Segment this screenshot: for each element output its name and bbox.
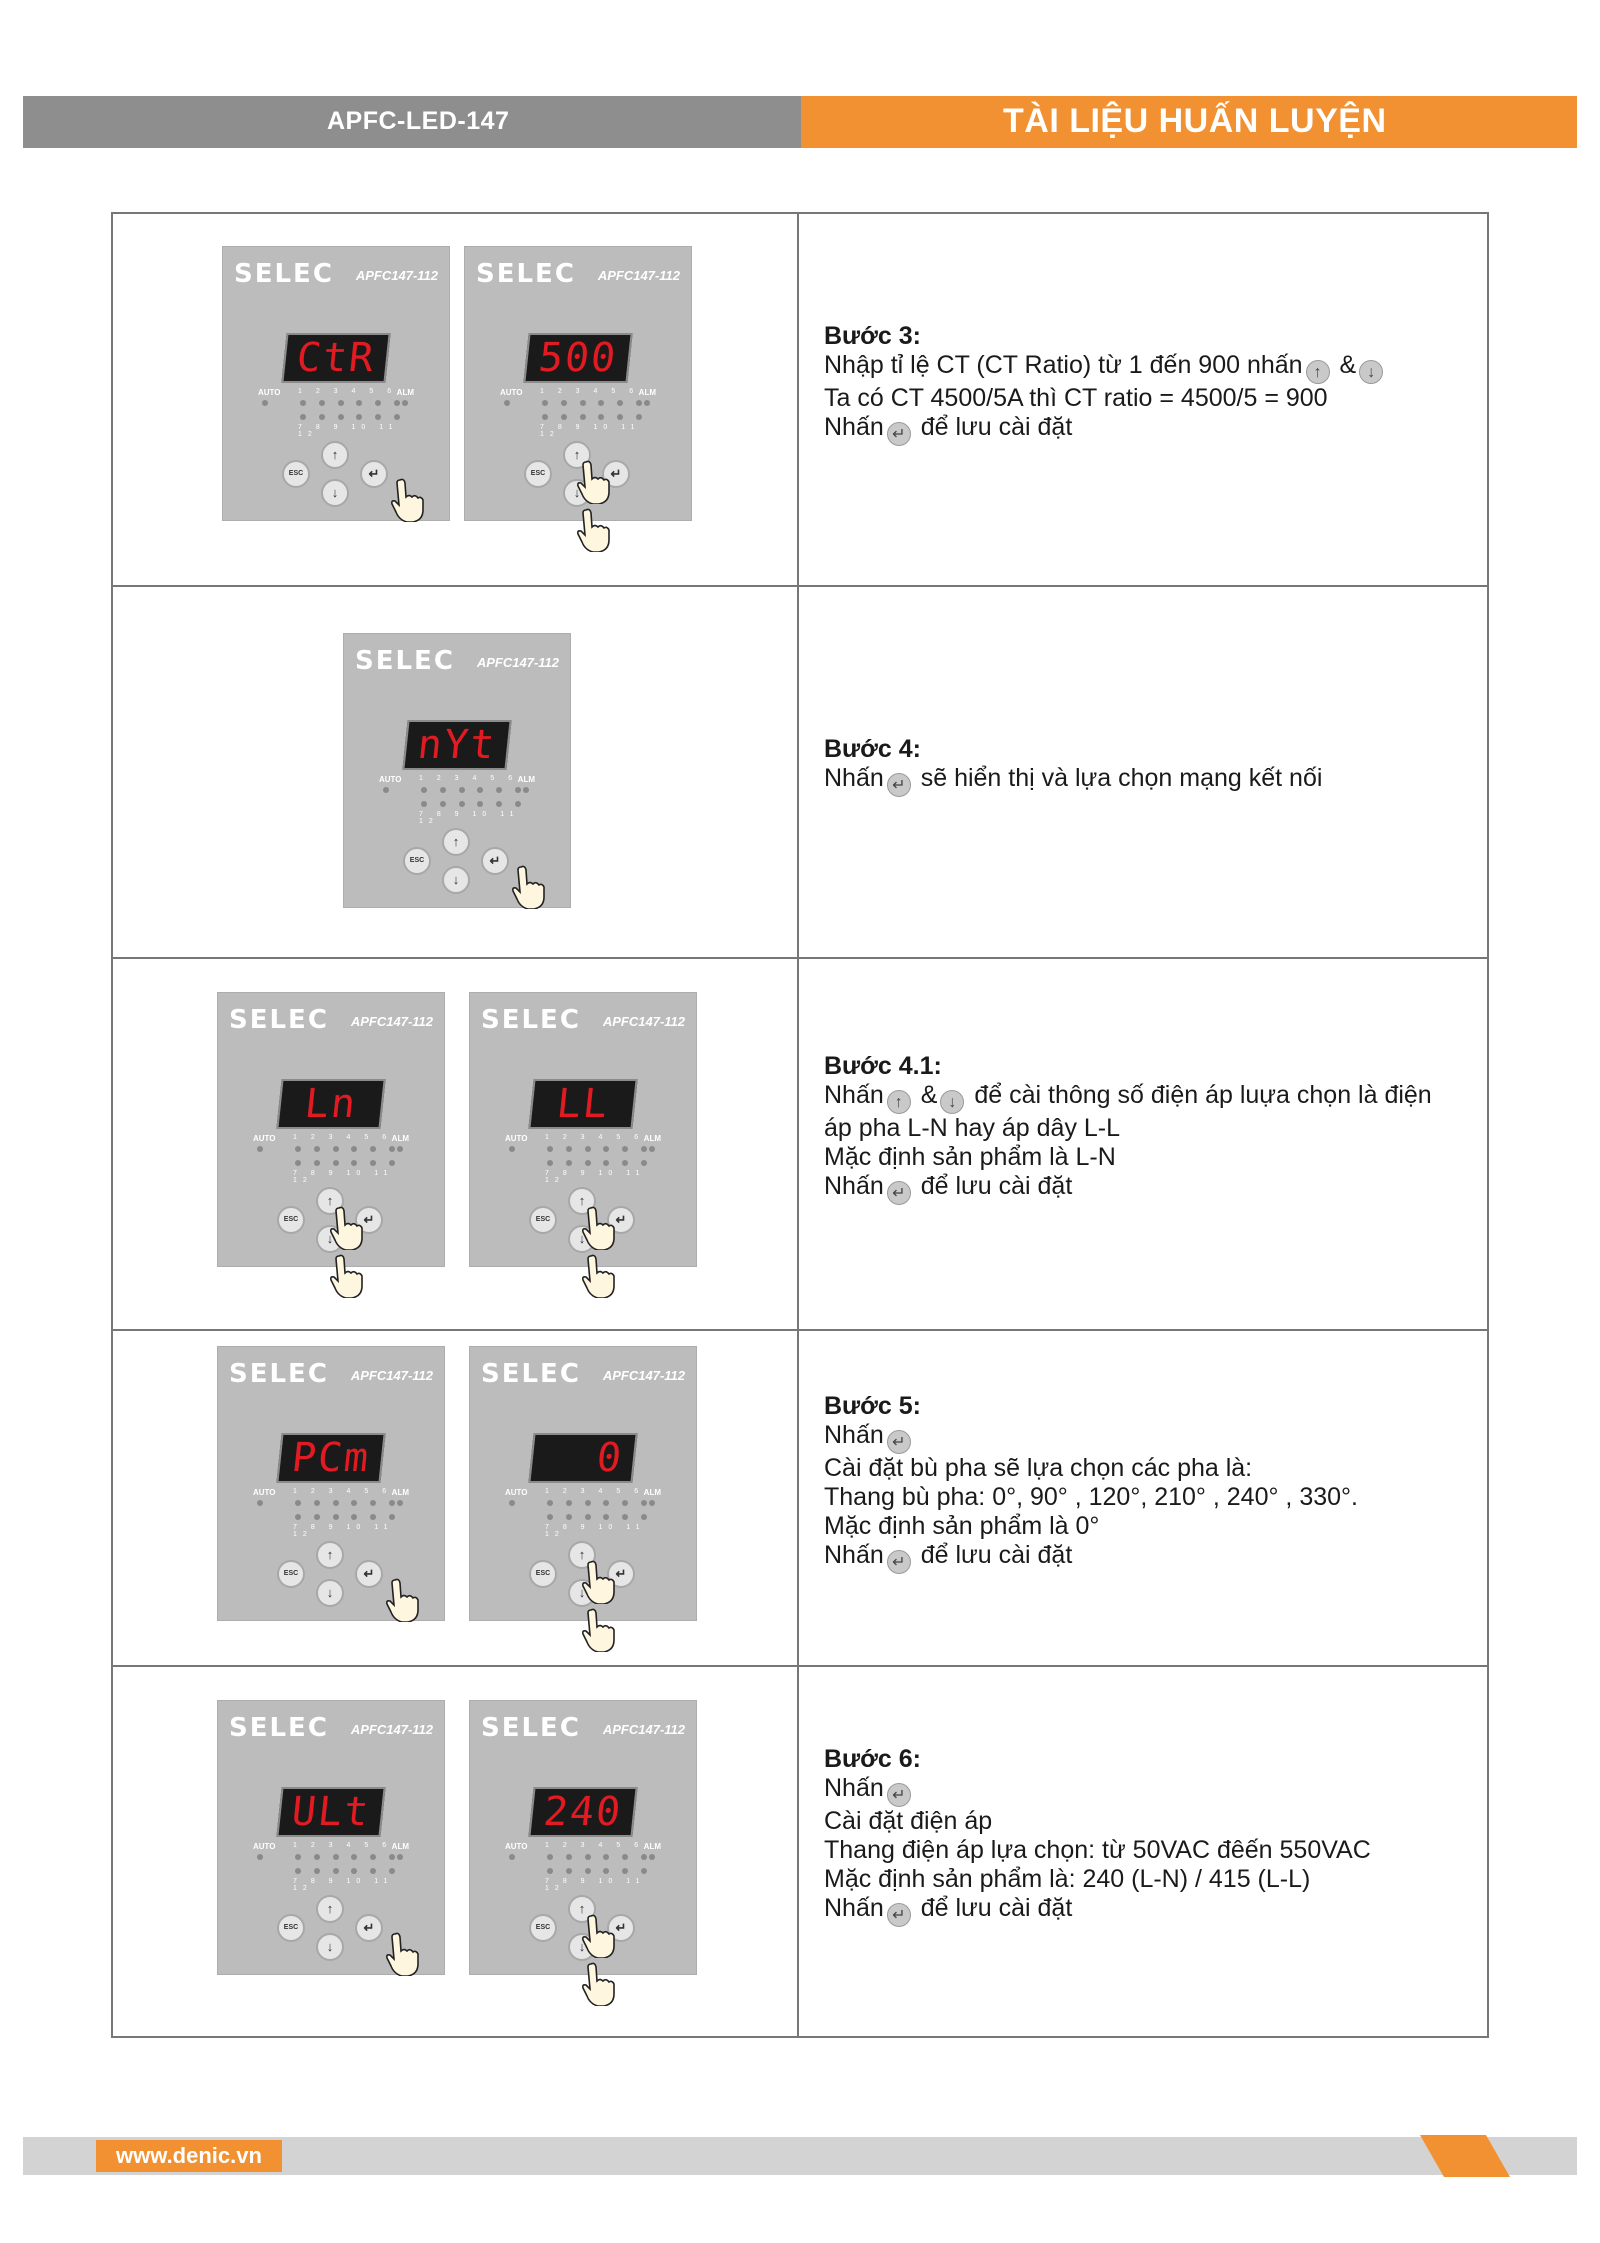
step-title: Bước 3: <box>824 322 922 350</box>
auto-led <box>509 1146 515 1152</box>
down-button[interactable]: ↓ <box>568 1579 596 1607</box>
alm-label: ALM <box>391 1842 409 1851</box>
enter-icon: ↵ <box>887 1783 911 1807</box>
enter-icon: ↵ <box>887 1181 911 1205</box>
keypad <box>275 1539 385 1609</box>
led-row-bottom <box>295 1514 395 1520</box>
model-label: APFC147-112 <box>602 1014 685 1029</box>
alm-led <box>402 400 408 406</box>
seven-segment-display: PCm <box>276 1433 385 1483</box>
up-button[interactable]: ↑ <box>568 1541 596 1569</box>
led-numbers-bottom: 7 8 9 10 11 12 <box>419 811 520 825</box>
auto-label: AUTO <box>505 1842 528 1851</box>
led-row-bottom <box>421 801 521 807</box>
up-button[interactable]: ↑ <box>568 1187 596 1215</box>
enter-icon: ↵ <box>887 1550 911 1574</box>
pointing-hand-icon <box>581 1608 615 1652</box>
led-row-bottom <box>295 1160 395 1166</box>
auto-label: AUTO <box>505 1488 528 1497</box>
alm-label: ALM <box>643 1488 661 1497</box>
led-numbers-bottom: 7 8 9 10 11 12 <box>293 1170 394 1184</box>
down-button[interactable]: ↓ <box>442 866 470 894</box>
document-code: APFC-LED-147 <box>327 107 510 135</box>
alm-led <box>397 1500 403 1506</box>
enter-button[interactable]: ↵ <box>360 460 388 488</box>
seven-segment-display: ULt <box>276 1787 385 1837</box>
ampersand: & <box>1339 351 1357 379</box>
model-label: APFC147-112 <box>350 1368 433 1383</box>
esc-button[interactable]: ESC <box>277 1560 305 1588</box>
led-numbers-top: 1 2 3 4 5 6 <box>298 388 398 395</box>
apfc-controller-image <box>222 246 450 521</box>
instruction-line: để lưu cài đặt <box>920 1541 1073 1569</box>
led-numbers-top: 1 2 3 4 5 6 <box>293 1134 393 1141</box>
model-label: APFC147-112 <box>350 1014 433 1029</box>
brand-logo: SELEC <box>481 1713 581 1743</box>
esc-button[interactable]: ESC <box>529 1206 557 1234</box>
apfc-controller-image <box>343 633 571 908</box>
esc-button[interactable]: ESC <box>282 460 310 488</box>
pointing-hand-icon <box>581 1560 615 1604</box>
instruction-line: Nhấn <box>824 1541 884 1569</box>
enter-icon: ↵ <box>887 422 911 446</box>
table-row-divider <box>111 1665 1489 1667</box>
header-right-band <box>801 96 1577 148</box>
down-arrow-icon: ↓ <box>940 1090 964 1114</box>
seven-segment-display: CtR <box>281 333 390 383</box>
led-numbers-top: 1 2 3 4 5 6 <box>545 1842 645 1849</box>
step-4-text <box>824 735 1322 797</box>
auto-label: AUTO <box>253 1134 276 1143</box>
auto-label: AUTO <box>505 1134 528 1143</box>
seven-segment-display: 500 <box>523 333 632 383</box>
esc-button[interactable]: ESC <box>277 1914 305 1942</box>
led-row-top <box>547 1500 647 1506</box>
brand-logo: SELEC <box>234 259 334 289</box>
led-numbers-bottom: 7 8 9 10 11 12 <box>545 1170 646 1184</box>
apfc-controller-image <box>469 1700 697 1975</box>
alm-led <box>397 1854 403 1860</box>
led-row-top <box>300 400 400 406</box>
step-led-panel <box>253 1488 409 1536</box>
instruction-line: Thang bù pha: 0°, 90° , 120°, 210° , 240° , 330°. <box>824 1483 1358 1511</box>
auto-label: AUTO <box>500 388 523 397</box>
footer-orange-tab <box>1420 2131 1520 2181</box>
apfc-controller-image <box>469 992 697 1267</box>
pointing-hand-icon <box>390 478 424 522</box>
instruction-line: Mặc định sản phẩm là 0° <box>824 1512 1100 1540</box>
auto-label: AUTO <box>253 1488 276 1497</box>
apfc-controller-image <box>469 1346 697 1621</box>
step-led-panel <box>258 388 414 436</box>
led-row-bottom <box>300 414 400 420</box>
seven-segment-display: 0 <box>528 1433 637 1483</box>
header-left-band <box>23 96 801 148</box>
alm-led <box>397 1146 403 1152</box>
step-led-panel <box>253 1842 409 1890</box>
up-arrow-icon: ↑ <box>1306 360 1330 384</box>
up-button[interactable]: ↑ <box>568 1895 596 1923</box>
pointing-hand-icon <box>329 1206 363 1250</box>
enter-button[interactable]: ↵ <box>607 1206 635 1234</box>
step-4-1-text <box>824 1052 1432 1205</box>
auto-led <box>257 1500 263 1506</box>
down-button[interactable]: ↓ <box>316 1933 344 1961</box>
step-led-panel <box>505 1488 661 1536</box>
instruction-line: để lưu cài đặt <box>920 1894 1073 1922</box>
enter-icon: ↵ <box>887 1430 911 1454</box>
down-button[interactable]: ↓ <box>316 1225 344 1253</box>
instruction-line: Ta có CT 4500/5A thì CT ratio = 4500/5 = 900 <box>824 384 1328 412</box>
led-row-bottom <box>547 1514 647 1520</box>
led-row-top <box>295 1500 395 1506</box>
alm-label: ALM <box>638 388 656 397</box>
pointing-hand-icon <box>581 1254 615 1298</box>
website-link[interactable]: www.denic.vn <box>96 2140 282 2172</box>
table-row-divider <box>111 585 1489 587</box>
instruction-line: Nhấn <box>824 1774 884 1802</box>
step-title: Bước 4.1: <box>824 1052 942 1080</box>
brand-logo: SELEC <box>229 1005 329 1035</box>
apfc-controller-image <box>217 992 445 1267</box>
up-button[interactable]: ↑ <box>321 441 349 469</box>
enter-button[interactable]: ↵ <box>602 460 630 488</box>
apfc-controller-image <box>217 1700 445 1975</box>
auto-label: AUTO <box>379 775 402 784</box>
down-button[interactable]: ↓ <box>568 1225 596 1253</box>
instruction-line: Nhập tỉ lệ CT (CT Ratio) từ 1 đến 900 nhấn <box>824 351 1303 379</box>
instruction-line: để lưu cài đặt <box>920 413 1073 441</box>
brand-logo: SELEC <box>476 259 576 289</box>
brand-logo: SELEC <box>229 1359 329 1389</box>
pointing-hand-icon <box>576 508 610 552</box>
enter-button[interactable]: ↵ <box>355 1560 383 1588</box>
up-button[interactable]: ↑ <box>442 828 470 856</box>
step-title: Bước 4: <box>824 735 922 763</box>
pointing-hand-icon <box>581 1962 615 2006</box>
down-arrow-icon: ↓ <box>1359 360 1383 384</box>
ampersand: & <box>920 1081 938 1109</box>
auto-led <box>257 1146 263 1152</box>
instruction-line: Thang điện áp lựa chọn: từ 50VAC đêến 550VAC <box>824 1836 1371 1864</box>
instruction-line: Nhấn <box>824 413 884 441</box>
step-title: Bước 6: <box>824 1745 922 1773</box>
down-button[interactable]: ↓ <box>563 479 591 507</box>
auto-led <box>509 1500 515 1506</box>
auto-led <box>262 400 268 406</box>
instruction-line: Nhấn <box>824 1421 884 1449</box>
down-button[interactable]: ↓ <box>316 1579 344 1607</box>
led-numbers-bottom: 7 8 9 10 11 12 <box>298 424 399 438</box>
led-row-top <box>295 1854 395 1860</box>
model-label: APFC147-112 <box>602 1368 685 1383</box>
led-row-top <box>421 787 521 793</box>
up-button[interactable]: ↑ <box>316 1895 344 1923</box>
led-numbers-top: 1 2 3 4 5 6 <box>540 388 640 395</box>
instruction-line: áp pha L-N hay áp dây L-L <box>824 1114 1121 1142</box>
model-label: APFC147-112 <box>350 1722 433 1737</box>
led-numbers-bottom: 7 8 9 10 11 12 <box>293 1878 394 1892</box>
led-numbers-bottom: 7 8 9 10 11 12 <box>545 1878 646 1892</box>
esc-button[interactable]: ESC <box>403 847 431 875</box>
pointing-hand-icon <box>385 1932 419 1976</box>
step-title: Bước 5: <box>824 1392 922 1420</box>
step-led-panel <box>500 388 656 436</box>
alm-label: ALM <box>391 1134 409 1143</box>
enter-icon: ↵ <box>887 1903 911 1927</box>
pointing-hand-icon <box>385 1578 419 1622</box>
step-3-text <box>824 322 1386 446</box>
enter-button[interactable]: ↵ <box>607 1560 635 1588</box>
apfc-controller-image <box>464 246 692 521</box>
enter-button[interactable]: ↵ <box>355 1206 383 1234</box>
instruction-line: Cài đặt điện áp <box>824 1807 993 1835</box>
instruction-line: Nhấn <box>824 1172 884 1200</box>
led-numbers-bottom: 7 8 9 10 11 12 <box>545 1524 646 1538</box>
auto-led <box>504 400 510 406</box>
led-row-top <box>542 400 642 406</box>
led-numbers-top: 1 2 3 4 5 6 <box>545 1134 645 1141</box>
led-row-top <box>295 1146 395 1152</box>
alm-led <box>649 1854 655 1860</box>
up-arrow-icon: ↑ <box>887 1090 911 1114</box>
instruction-line: để lưu cài đặt <box>920 1172 1073 1200</box>
esc-button[interactable]: ESC <box>529 1560 557 1588</box>
step-led-panel <box>505 1842 661 1890</box>
auto-label: AUTO <box>258 388 281 397</box>
esc-button[interactable]: ESC <box>524 460 552 488</box>
apfc-controller-image <box>217 1346 445 1621</box>
down-button[interactable]: ↓ <box>568 1933 596 1961</box>
alm-label: ALM <box>517 775 535 784</box>
led-numbers-top: 1 2 3 4 5 6 <box>545 1488 645 1495</box>
alm-led <box>644 400 650 406</box>
instruction-line: Nhấn <box>824 1081 884 1109</box>
alm-led <box>523 787 529 793</box>
instruction-line: Cài đặt bù pha sẽ lựa chọn các pha là: <box>824 1454 1253 1482</box>
enter-button[interactable]: ↵ <box>481 847 509 875</box>
led-numbers-top: 1 2 3 4 5 6 <box>419 775 519 782</box>
instruction-line: Mặc định sản phẩm là: 240 (L-N) / 415 (L-L) <box>824 1865 1311 1893</box>
table-column-divider <box>797 212 799 2038</box>
pointing-hand-icon <box>511 865 545 909</box>
led-numbers-top: 1 2 3 4 5 6 <box>293 1488 393 1495</box>
alm-label: ALM <box>391 1488 409 1497</box>
table-row-divider <box>111 957 1489 959</box>
led-numbers-bottom: 7 8 9 10 11 12 <box>540 424 641 438</box>
alm-label: ALM <box>396 388 414 397</box>
brand-logo: SELEC <box>355 646 455 676</box>
down-button[interactable]: ↓ <box>321 479 349 507</box>
esc-button[interactable]: ESC <box>529 1914 557 1942</box>
enter-button[interactable]: ↵ <box>355 1914 383 1942</box>
enter-button[interactable]: ↵ <box>607 1914 635 1942</box>
up-button[interactable]: ↑ <box>316 1187 344 1215</box>
instruction-line: để cài thông số điện áp luựa chọn là điện <box>974 1081 1432 1109</box>
step-6-text <box>824 1745 1371 1927</box>
table-row-divider <box>111 1329 1489 1331</box>
alm-label: ALM <box>643 1842 661 1851</box>
pointing-hand-icon <box>576 460 610 504</box>
keypad <box>401 826 511 896</box>
led-row-bottom <box>542 414 642 420</box>
instruction-line: Nhấn <box>824 764 884 792</box>
led-row-bottom <box>295 1868 395 1874</box>
brand-logo: SELEC <box>229 1713 329 1743</box>
led-row-top <box>547 1854 647 1860</box>
brand-logo: SELEC <box>481 1359 581 1389</box>
alm-led <box>649 1146 655 1152</box>
step-led-panel <box>253 1134 409 1182</box>
led-numbers-bottom: 7 8 9 10 11 12 <box>293 1524 394 1538</box>
up-button[interactable]: ↑ <box>316 1541 344 1569</box>
esc-button[interactable]: ESC <box>277 1206 305 1234</box>
brand-logo: SELEC <box>481 1005 581 1035</box>
model-label: APFC147-112 <box>355 268 438 283</box>
step-led-panel <box>379 775 535 823</box>
led-row-bottom <box>547 1868 647 1874</box>
auto-label: AUTO <box>253 1842 276 1851</box>
model-label: APFC147-112 <box>597 268 680 283</box>
pointing-hand-icon <box>581 1914 615 1958</box>
auto-led <box>257 1854 263 1860</box>
up-button[interactable]: ↑ <box>563 441 591 469</box>
step-5-text <box>824 1392 1358 1574</box>
alm-led <box>649 1500 655 1506</box>
keypad <box>275 1893 385 1963</box>
alm-label: ALM <box>643 1134 661 1143</box>
model-label: APFC147-112 <box>602 1722 685 1737</box>
auto-led <box>509 1854 515 1860</box>
pointing-hand-icon <box>329 1254 363 1298</box>
led-row-top <box>547 1146 647 1152</box>
seven-segment-display: nYt <box>402 720 511 770</box>
keypad <box>280 439 390 509</box>
instruction-line: sẽ hiển thị và lựa chọn mạng kết nối <box>920 764 1323 792</box>
model-label: APFC147-112 <box>476 655 559 670</box>
seven-segment-display: Ln <box>276 1079 385 1129</box>
seven-segment-display: 240 <box>528 1787 637 1837</box>
led-numbers-top: 1 2 3 4 5 6 <box>293 1842 393 1849</box>
led-row-bottom <box>547 1160 647 1166</box>
instruction-line: Nhấn <box>824 1894 884 1922</box>
auto-led <box>383 787 389 793</box>
document-title: TÀI LIỆU HUẤN LUYỆN <box>1003 102 1387 140</box>
step-led-panel <box>505 1134 661 1182</box>
instruction-line: Mặc định sản phẩm là L-N <box>824 1143 1116 1171</box>
pointing-hand-icon <box>581 1206 615 1250</box>
enter-icon: ↵ <box>887 773 911 797</box>
seven-segment-display: LL <box>528 1079 637 1129</box>
